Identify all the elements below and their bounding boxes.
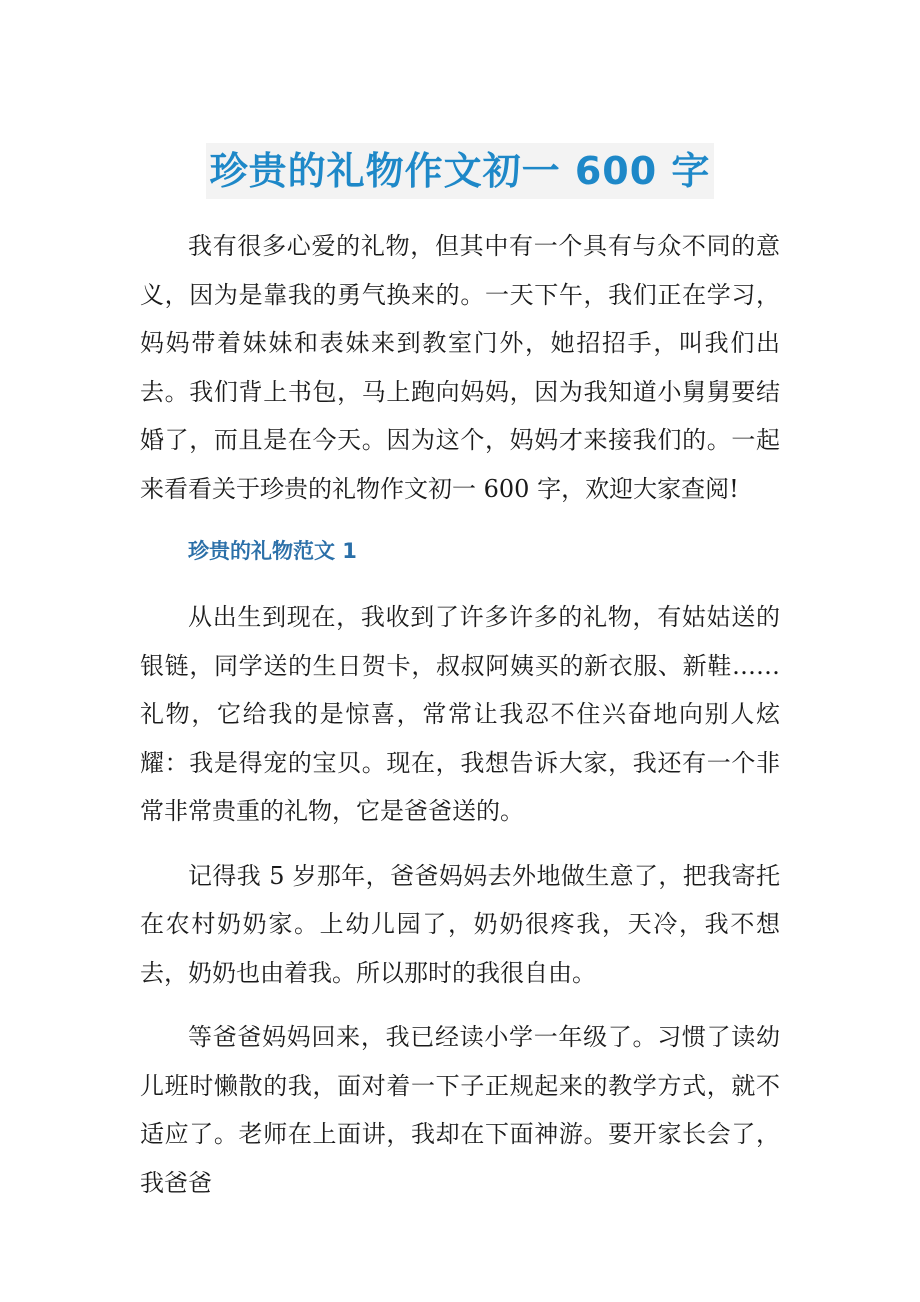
section-heading: 珍贵的礼物范文 1 [188, 539, 357, 563]
title-container [0, 118, 920, 225]
document-body [140, 222, 780, 1207]
body-paragraph-3: 等爸爸妈妈回来，我已经读小学一年级了。习惯了读幼儿班时懒散的我，面对着一下子正规起来的教学方式，就不适应了。老师在上面讲，我却在下面神游。要开家长会了，我爸爸 [140, 1023, 780, 1197]
body-paragraph-1: 从出生到现在，我收到了许多许多的礼物，有姑姑送的银链，同学送的生日贺卡，叔叔阿姨买的新衣服、新鞋……礼物，它给我的是惊喜，常常让我忍不住兴奋地向别人炫耀：我是得宠的宝贝。现在，我想告诉大家，我还有一个非常非常贵重的礼物，它是爸爸送的。 [140, 603, 780, 825]
body-paragraph-2: 记得我 5 岁那年，爸爸妈妈去外地做生意了，把我寄托在农村奶奶家。上幼儿园了，奶奶很疼我，天冷，我不想去，奶奶也由着我。所以那时的我很自由。 [140, 861, 780, 987]
intro-paragraph: 我有很多心爱的礼物，但其中有一个具有与众不同的意义，因为是靠我的勇气换来的。一天下午，我们正在学习，妈妈带着妹妹和表妹来到教室门外，她招招手，叫我们出去。我们背上书包，马上跑向妈妈，因为我知道小舅舅要结婚了，而且是在今天。因为这个，妈妈才来接我们的。一起来看看关于珍贵的礼物作文初一 600 字，欢迎大家查阅! [140, 232, 780, 503]
document-title: 珍贵的礼物作文初一 600 字 [206, 143, 715, 199]
